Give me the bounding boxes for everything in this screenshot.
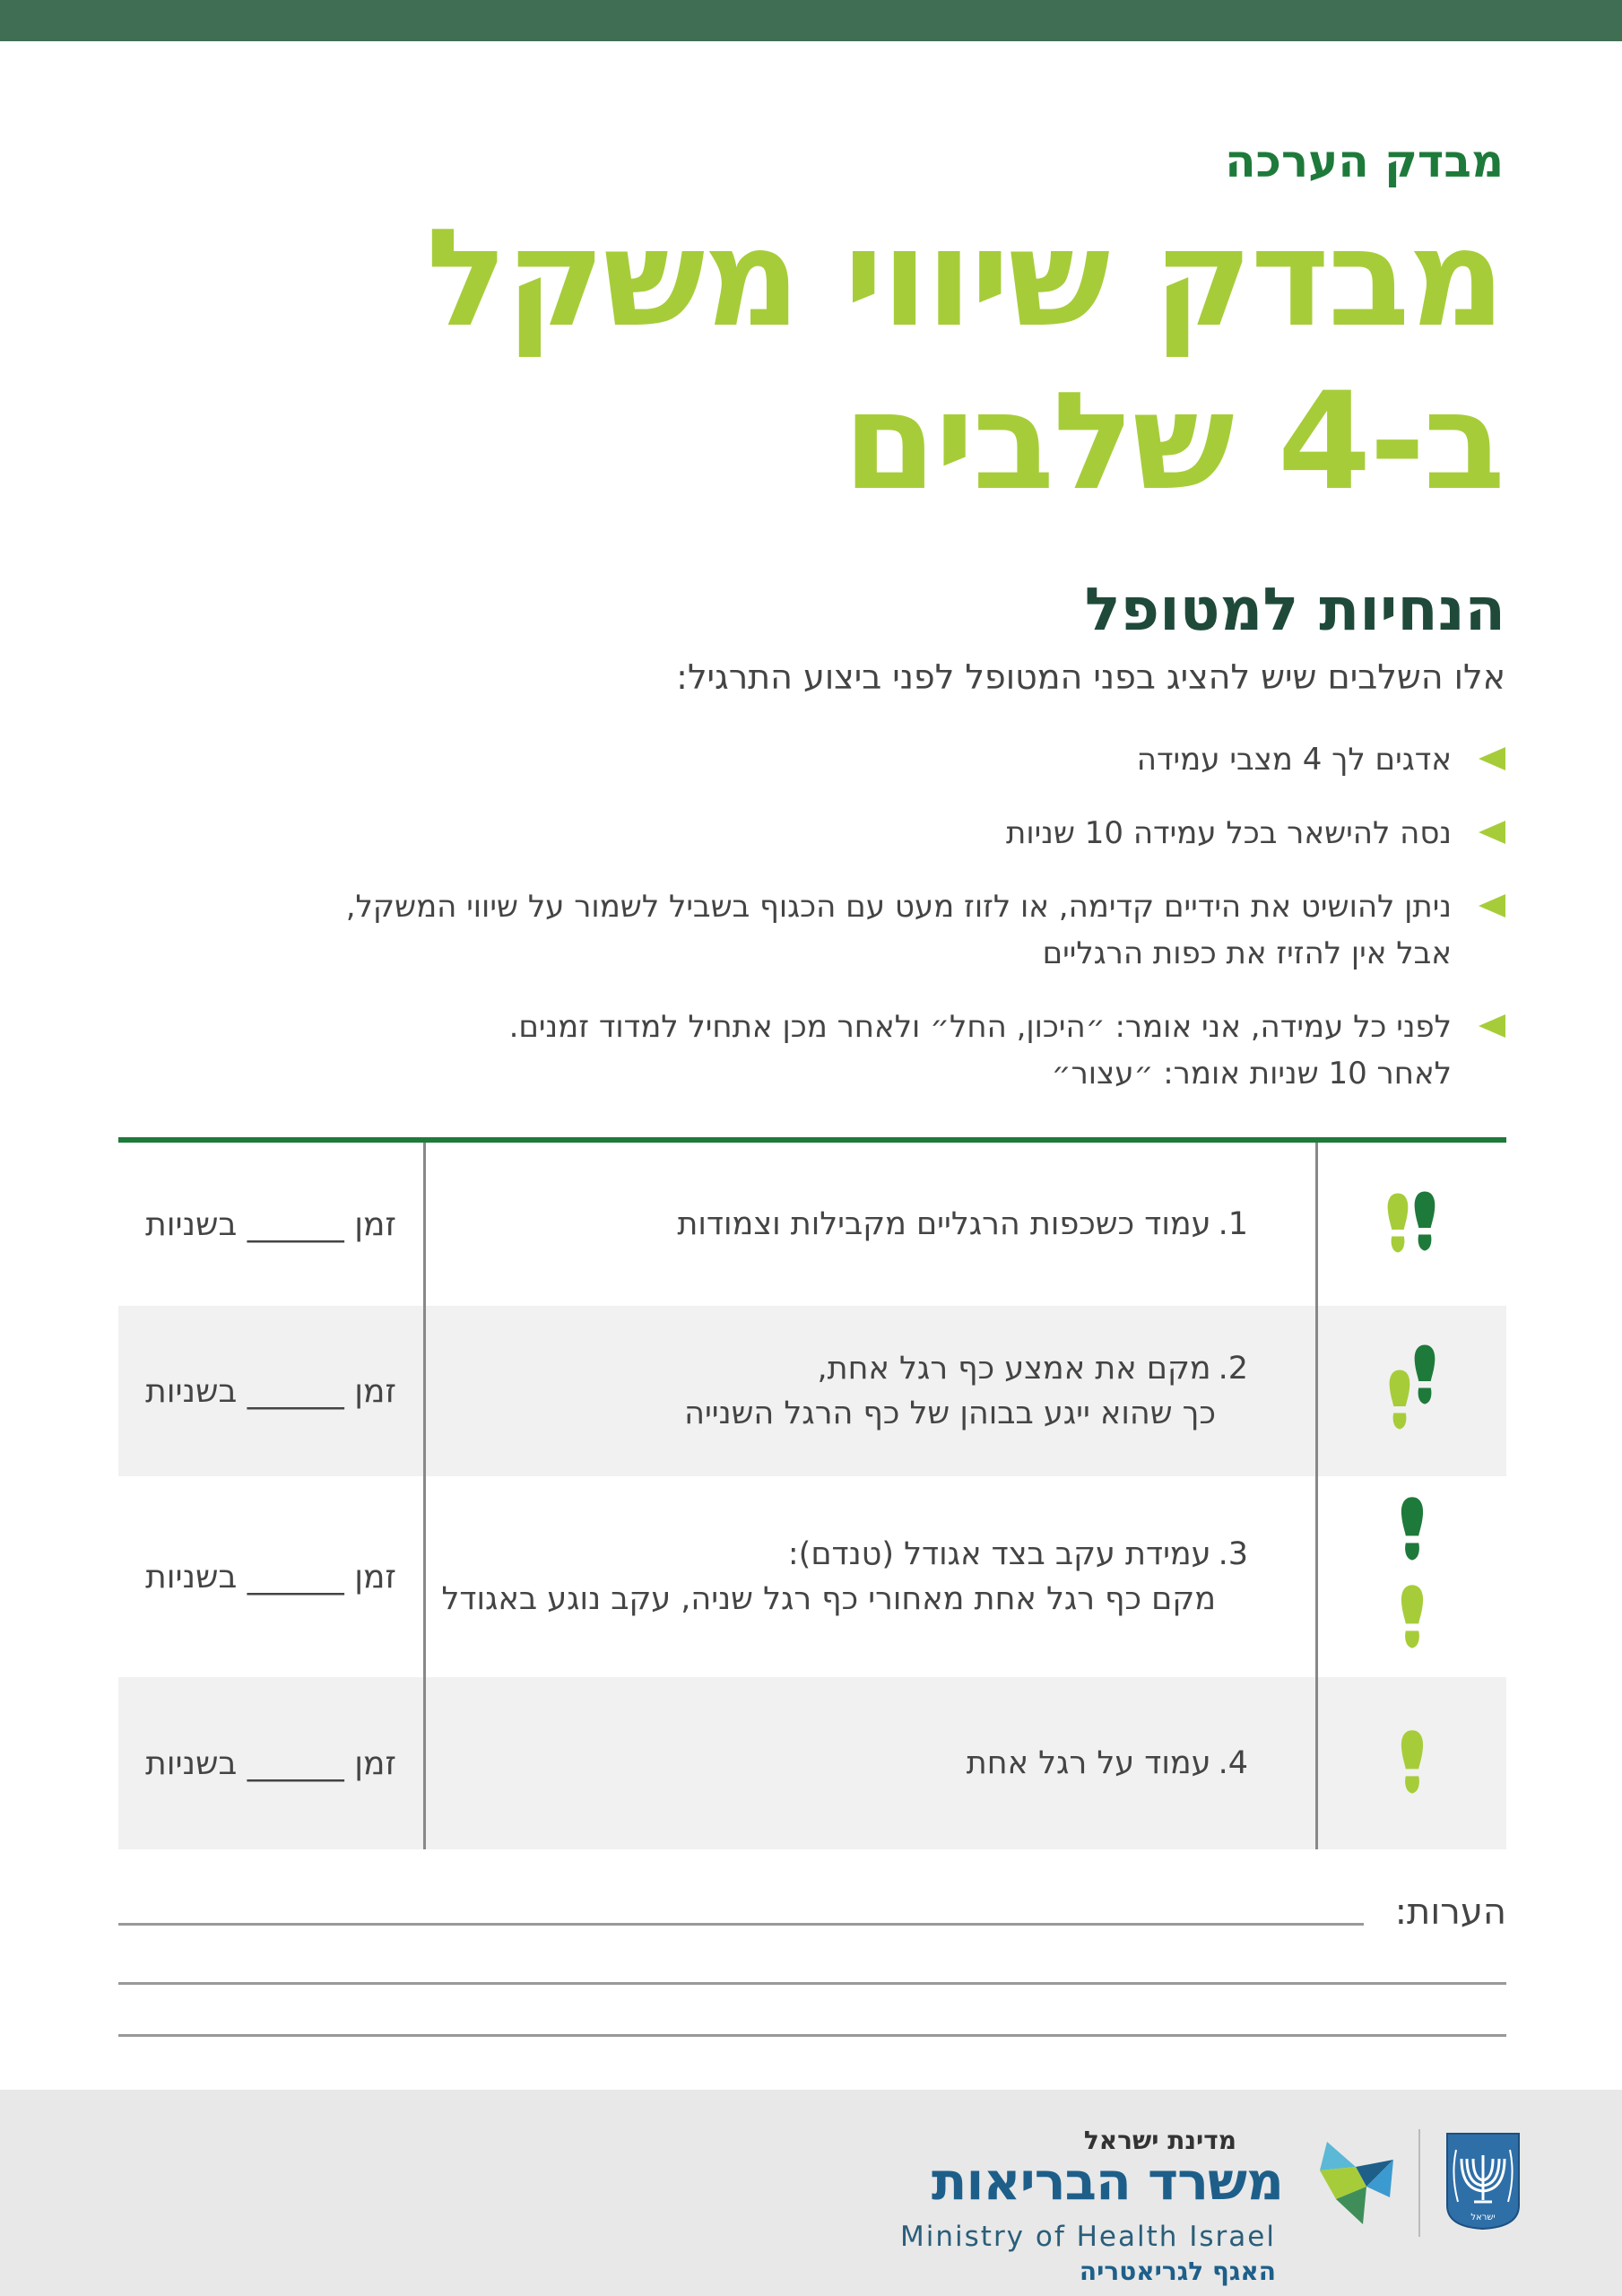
stage-description: 2.מקם את אמצע כף רגל אחת, כך שהוא ייגע בבוהן של כף הרגל השנייה xyxy=(423,1306,1318,1476)
footprint-single-icon xyxy=(1318,1677,1506,1849)
table-row xyxy=(118,1677,1506,1849)
footer-ministry-name: משרד הבריאות xyxy=(931,2151,1283,2212)
notes-label: הערות: xyxy=(1394,1892,1506,1933)
state-emblem-icon xyxy=(1444,2130,1522,2231)
instruction-text: לפני כל עמידה, אני אומר: ״היכון, החל״ ולאחר מכן אתחיל למדוד זמנים. xyxy=(508,1008,1452,1045)
instruction-text: אבל אין להזיז את כפות הרגליים xyxy=(1042,935,1452,971)
instruction-item xyxy=(89,810,1505,857)
footer-division-label: האגף לגריאטריה xyxy=(1079,2257,1276,2286)
time-field[interactable]: זמן ______ בשניות xyxy=(145,1558,396,1596)
instruction-item xyxy=(89,883,1505,977)
svg-text:ישראל: ישראל xyxy=(1470,2213,1496,2222)
table-row xyxy=(118,1306,1506,1476)
footprints-parallel-icon xyxy=(1318,1143,1506,1306)
stage-description: 3.עמידת עקב בצד אגודל (טנדם): מקם כף רגל אחת מאחורי כף רגל שניה, עקב נוגע באגודל xyxy=(423,1476,1318,1677)
instructions-list xyxy=(89,736,1505,1097)
instruction-item xyxy=(89,1004,1505,1097)
instructions-intro: אלו השלבים שיש להציג בפני המטופל לפני ביצוע התרגיל: xyxy=(676,657,1505,698)
page-kicker: מבדק הערכה xyxy=(1225,135,1504,187)
instruction-item xyxy=(89,736,1505,783)
notes-section xyxy=(118,1888,1506,2037)
page-header xyxy=(105,135,1504,524)
instruction-text: ניתן להושיט את הידיים קדימה, או לזוז מעט עם הכגוף בשביל לשמור על שיווי המשקל, xyxy=(345,888,1452,925)
stage-description: 4.עמוד על רגל אחת xyxy=(423,1677,1318,1849)
instruction-text: לאחר 10 שניות אומר: ״עצור״ xyxy=(1051,1055,1452,1091)
instruction-text: נסה להישאר בכל עמידה 10 שניות xyxy=(1006,814,1452,851)
notes-line[interactable] xyxy=(118,1923,1364,1926)
notes-line[interactable] xyxy=(118,2034,1506,2037)
footprints-tandem-icon xyxy=(1318,1476,1506,1677)
table-row xyxy=(118,1476,1506,1677)
arrow-bullet-icon xyxy=(1479,747,1505,770)
arrow-bullet-icon xyxy=(1479,1014,1505,1038)
arrow-bullet-icon xyxy=(1479,894,1505,918)
top-bar xyxy=(0,0,1622,41)
footer-ministry-english: Ministry of Health Israel xyxy=(900,2221,1276,2253)
table-row xyxy=(118,1143,1506,1306)
notes-line[interactable] xyxy=(118,1982,1506,1985)
title-line-1: מבדק שיווי משקל xyxy=(426,201,1504,357)
stages-table xyxy=(118,1143,1506,1849)
ministry-logo-icon xyxy=(1300,2135,1408,2233)
footer-state-label: מדינת ישראל xyxy=(1083,2126,1236,2155)
instruction-text: אדגים לך 4 מצבי עמידה xyxy=(1136,741,1452,778)
instructions-section xyxy=(89,574,1505,1124)
footer xyxy=(0,2090,1622,2296)
time-field[interactable]: זמן ______ בשניות xyxy=(145,1372,396,1410)
stage-description: 1.עמוד כשכפות הרגליים מקבילות וצמודות xyxy=(423,1143,1318,1306)
footprints-semi-tandem-icon xyxy=(1318,1306,1506,1476)
instructions-heading: הנחיות למטופל xyxy=(1084,575,1505,644)
footer-divider xyxy=(1418,2129,1420,2237)
time-field[interactable]: זמן ______ בשניות xyxy=(145,1744,396,1782)
title-line-2: ב-4 שלבים xyxy=(843,364,1504,520)
arrow-bullet-icon xyxy=(1479,821,1505,844)
page-title xyxy=(105,197,1504,524)
time-field[interactable]: זמן ______ בשניות xyxy=(145,1205,396,1243)
